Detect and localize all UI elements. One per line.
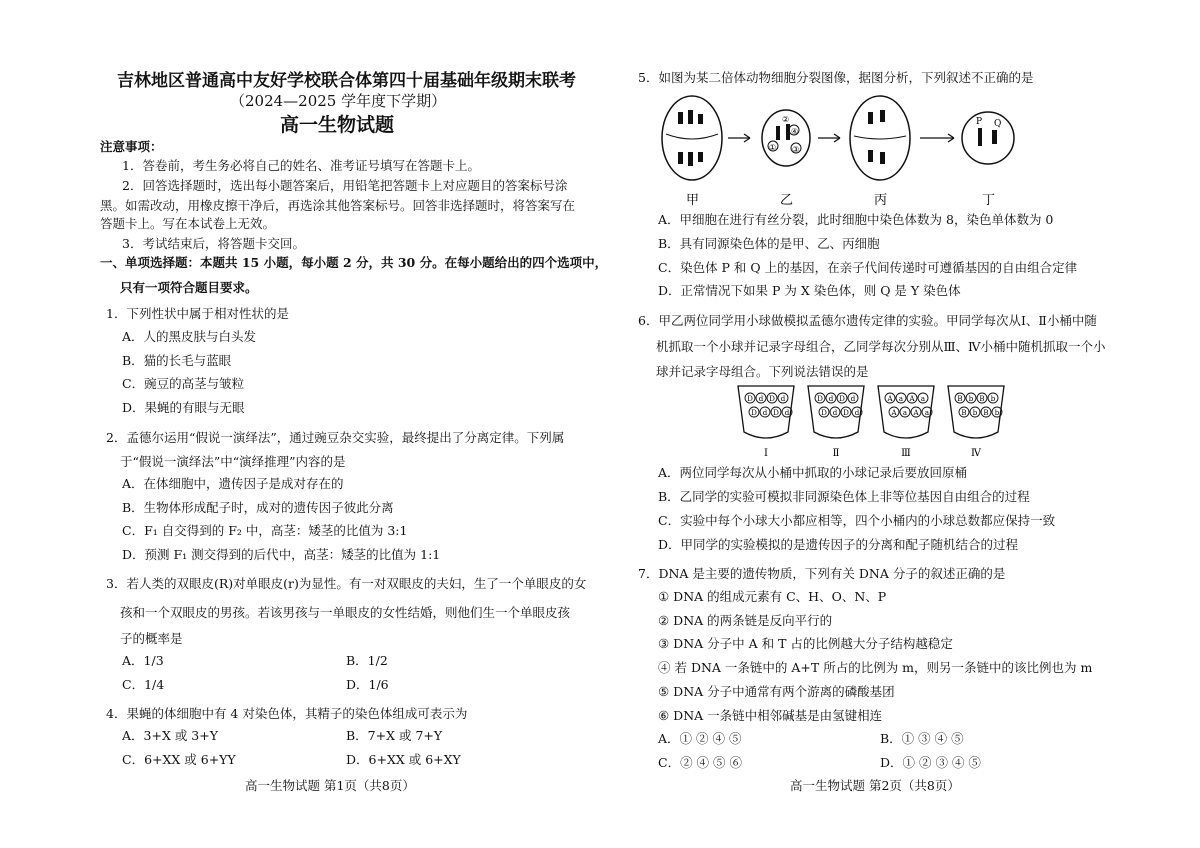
option-d: D．甲同学的实验模拟的是遗传因子的分离和配子随机结合的过程	[658, 537, 1019, 552]
option-d: D．1/6	[346, 677, 389, 692]
ball-label: D	[821, 409, 827, 417]
ball	[826, 393, 836, 403]
cell-bing	[850, 96, 910, 180]
statement-6: ⑥ DNA 一条链中相邻碱基是由氢键相连	[658, 708, 883, 723]
option-c: C．F₁ 自交得到的 F₂ 中，高茎：矮茎的比值为 3:1	[122, 523, 408, 538]
option-d: D．果蝇的有眼与无眼	[122, 400, 245, 415]
page-footer: 高一生物试题 第2页（共8页）	[790, 778, 960, 793]
svg-text:④: ④	[791, 127, 799, 136]
ball-label: d	[762, 409, 768, 417]
cell-yi	[762, 110, 810, 166]
ball	[885, 393, 895, 403]
ball	[977, 393, 987, 403]
notice-heading: 注意事项：	[100, 139, 163, 154]
option-a: A．甲细胞在进行有丝分裂，此时细胞中染色体数为 8，染色单体数为 0	[658, 212, 1054, 227]
question-4-stem: 4．果蝇的体细胞中有 4 对染色体，其精子的染色体组成可表示为	[106, 706, 468, 721]
option-d: D．① ② ③ ④ ⑤	[880, 755, 981, 770]
ball-label: d	[758, 395, 764, 403]
question-3-stem: 子的概率是	[120, 631, 183, 646]
ball-label: B	[979, 395, 985, 403]
section-heading: 只有一项符合题目要求。	[120, 280, 258, 295]
ball	[745, 393, 755, 403]
notice-item: 3．考试结束后，将答题卡交回。	[122, 236, 305, 251]
option-b: B．1/2	[346, 653, 388, 668]
question-3-stem: 孩和一个双眼皮的男孩。若该男孩与一单眼皮的女性结婚，则他们生一个单眼皮孩	[120, 605, 571, 620]
ball-label: D	[839, 395, 845, 403]
option-b: B．① ③ ④ ⑤	[880, 731, 964, 746]
ball-label: a	[898, 395, 904, 403]
ball	[896, 393, 906, 403]
ball	[841, 407, 851, 417]
option-c: C．豌豆的高茎与皱粒	[122, 376, 245, 391]
cell-division-figure	[658, 90, 1018, 208]
ball	[771, 407, 781, 417]
option-b: B．乙同学的实验可模拟非同源染色体上非等位基因自由组合的过程	[658, 489, 1030, 504]
ball-label: A	[887, 395, 893, 403]
ball-label: b	[994, 409, 1000, 417]
option-c: C．染色体 P 和 Q 上的基因，在亲子代间传递时可遵循基因的自由组合定律	[658, 260, 1078, 275]
question-6-stem: 球并记录字母组合。下列说法错误的是	[656, 364, 869, 379]
ball	[959, 407, 969, 417]
exam-header-subtitle: （2024—2025 学年度下学期）	[230, 92, 447, 110]
question-5-stem: 5．如图为某二倍体动物细胞分裂图像，据图分析，下列叙述不正确的是	[638, 70, 1034, 85]
notice-item: 答题卡上。写在本试卷上无效。	[100, 216, 276, 231]
ball-label: D	[843, 409, 849, 417]
ball	[837, 393, 847, 403]
ball-label: B	[983, 409, 989, 417]
question-7-stem: 7．DNA 是主要的遗传物质，下列有关 DNA 分子的叙述正确的是	[638, 566, 1006, 581]
bucket	[948, 386, 1004, 459]
exam-header-title: 吉林地区普通高中友好学校联合体第四十届基础年级期末联考	[117, 71, 576, 91]
fig-label-yi: 乙	[780, 193, 794, 208]
option-d: D．预测 F₁ 测交得到的后代中，高茎：矮茎的比值为 1:1	[122, 547, 441, 562]
option-a: A．1/3	[122, 653, 164, 668]
option-b: B．具有同源染色体的是甲、乙、丙细胞	[658, 236, 880, 251]
ball	[988, 393, 998, 403]
question-2-stem: 2．孟德尔运用“假说一演绎法”，通过豌豆杂交实验，最终提出了分离定律。下列属	[106, 430, 565, 445]
ball	[911, 407, 921, 417]
ball	[848, 393, 858, 403]
ball-label: d	[850, 395, 856, 403]
option-a: A．① ② ④ ⑤	[658, 731, 742, 746]
statement-2: ② DNA 的两条链是反向平行的	[658, 613, 833, 628]
svg-text:①: ①	[769, 143, 777, 152]
option-d: D．6+XX 或 6+XY	[346, 752, 461, 767]
ball-label: d	[784, 409, 790, 417]
ball-label: A	[891, 409, 897, 417]
cell-jia	[662, 96, 722, 180]
question-6-stem: 机抓取一个小球并记录字母组合，乙同学每次分别从Ⅲ、Ⅳ小桶中随机抓取一个小	[656, 339, 1106, 354]
ball-label: A	[909, 395, 915, 403]
ball	[819, 407, 829, 417]
option-d: D．正常情况下如果 P 为 X 染色体，则 Q 是 Y 染色体	[658, 283, 961, 298]
svg-text:③: ③	[792, 145, 800, 154]
option-c: C．6+XX 或 6+YY	[122, 752, 236, 767]
option-a: A．两位同学每次从小桶中抓取的小球记录后要放回原桶	[658, 465, 968, 480]
ball-label: d	[780, 395, 786, 403]
fig-label-jia: 甲	[686, 193, 700, 208]
option-c: C．② ④ ⑤ ⑥	[658, 755, 742, 770]
ball	[830, 407, 840, 417]
page-footer: 高一生物试题 第1页（共8页）	[245, 778, 415, 793]
ball-label: D	[747, 395, 753, 403]
exam-title: 高一生物试题	[280, 114, 395, 136]
svg-text:Q: Q	[994, 119, 1002, 129]
ball	[907, 393, 917, 403]
bucket-label: Ⅱ	[832, 448, 840, 459]
option-b: B．生物体形成配子时，成对的遗传因子彼此分离	[122, 500, 394, 515]
option-b: B．7+X 或 7+Y	[346, 728, 443, 743]
option-a: A．在体细胞中，遗传因子是成对存在的	[122, 476, 344, 491]
notice-item: 1．答卷前，考生务必将自己的姓名、准考证号填写在答题卡上。	[122, 158, 480, 173]
ball-label: D	[773, 409, 779, 417]
bucket-label: Ⅳ	[971, 448, 981, 459]
ball	[815, 393, 825, 403]
ball	[749, 407, 759, 417]
bucket	[738, 386, 794, 459]
ball-label: d	[828, 395, 834, 403]
notice-item: 黑。如需改动，用橡皮擦干净后，再选涂其他答案标号。回答非选择题时，将答案写在	[100, 198, 576, 213]
ball	[966, 393, 976, 403]
ball-label: a	[902, 409, 908, 417]
ball-label: a	[924, 409, 930, 417]
statement-4: ④ 若 DNA 一条链中的 A+T 所占的比例为 m，则另一条链中的该比例也为 m	[658, 660, 1093, 675]
ball-label: D	[751, 409, 757, 417]
fig-label-ding: 丁	[982, 193, 996, 208]
ball-label: D	[769, 395, 775, 403]
ball	[756, 393, 766, 403]
bucket	[808, 386, 864, 459]
ball	[900, 407, 910, 417]
ball-label: A	[913, 409, 919, 417]
ball	[918, 393, 928, 403]
ball-label: d	[854, 409, 860, 417]
ball-label: b	[990, 395, 996, 403]
page-2	[600, 0, 1180, 848]
option-c: C．实验中每个小球大小都应相等，四个小桶内的小球总数都应保持一致	[658, 513, 1056, 528]
bucket-label: Ⅰ	[764, 448, 768, 459]
ball-label: B	[957, 395, 963, 403]
section-heading: 一、单项选择题：本题共 15 小题，每小题 2 分，共 30 分。在每小题给出的四个选项中，	[100, 255, 608, 270]
ball	[767, 393, 777, 403]
option-b: B．猫的长毛与蓝眼	[122, 353, 232, 368]
ball-label: D	[817, 395, 823, 403]
buckets-figure	[732, 384, 1022, 460]
ball	[889, 407, 899, 417]
ball-label: B	[961, 409, 967, 417]
ball	[981, 407, 991, 417]
question-6-stem: 6．甲乙两位同学用小球做模拟孟德尔遗传定律的实验。甲同学每次从Ⅰ、Ⅱ小桶中随	[638, 313, 1097, 328]
option-a: A．3+X 或 3+Y	[122, 728, 218, 743]
bucket-label: Ⅲ	[901, 448, 911, 459]
ball-label: b	[972, 409, 978, 417]
svg-text:P: P	[976, 117, 983, 127]
statement-5: ⑤ DNA 分子中通常有两个游离的磷酸基团	[658, 684, 895, 699]
ball	[970, 407, 980, 417]
ball	[955, 393, 965, 403]
option-a: A．人的黑皮肤与白头发	[122, 329, 257, 344]
statement-3: ③ DNA 分子中 A 和 T 占的比例越大分子结构越稳定	[658, 636, 953, 651]
ball	[778, 393, 788, 403]
bucket	[878, 386, 934, 459]
question-1-stem: 1．下列性状中属于相对性状的是	[106, 306, 289, 321]
statement-1: ① DNA 的组成元素有 C、H、O、N、P	[658, 589, 887, 604]
question-3-stem: 3．若人类的双眼皮(R)对单眼皮(r)为显性。有一对双眼皮的夫妇，生了一个单眼皮的女	[106, 576, 587, 591]
cell-ding	[962, 112, 1014, 164]
question-2-stem: 于“假说一演绎法”中“演绎推理”内容的是	[120, 454, 346, 469]
ball-label: b	[968, 395, 974, 403]
option-c: C．1/4	[122, 677, 165, 692]
fig-label-bing: 丙	[874, 193, 888, 208]
ball-label: d	[832, 409, 838, 417]
ball-label: a	[920, 395, 926, 403]
ball	[760, 407, 770, 417]
svg-text:②: ②	[782, 115, 790, 124]
notice-item: 2．回答选择题时，选出每小题答案后，用铅笔把答题卡上对应题目的答案标号涂	[122, 178, 568, 193]
